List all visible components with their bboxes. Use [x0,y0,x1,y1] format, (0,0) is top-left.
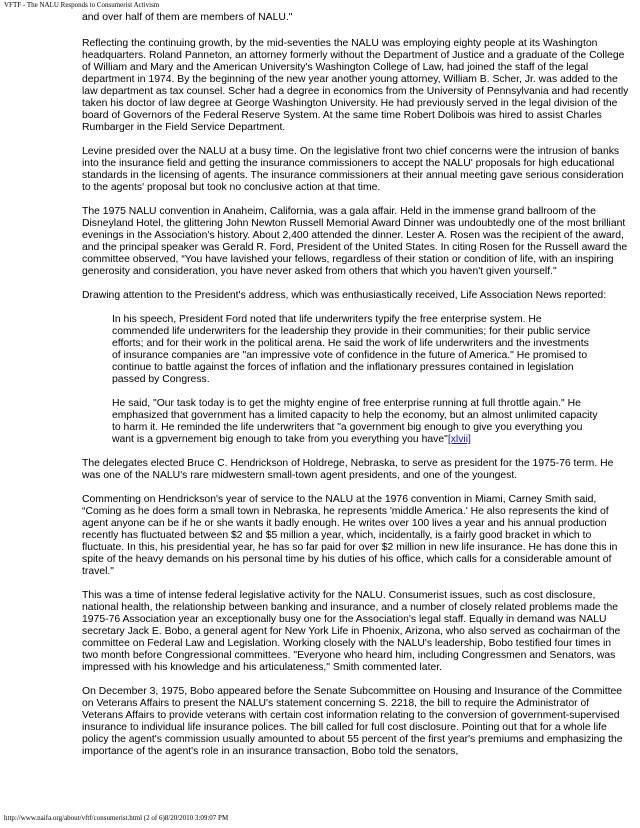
paragraph: Levine presided over the NALU at a busy time. On the legislative front two chief concerns were the intrusion of banks into the insurance field and getting the insurance commissioners to accept the NALU' proposals for high educational standards in the licensing of agents. The insurance commissioners at their annual meeting gave serious consideration to the agents' proposal but took no conclusive action at that time. [82,146,624,193]
paragraph: Commenting on Hendrickson's year of service to the NALU at the 1976 convention in Miami, Carney Smith said, “Coming as he does form a small town in Nebraska, he represents 'middle America.' He also represents the kind of agent anyone can be if he or she wants it badly enough. He writes over 100 lives a year and his annual production recently has fluctuated between $2 and $5 million a year, which, incidentally, is a fairly good bracket in which to fluctuate. In this, his presidential year, he has so far paid for over $2 million in new life insurance. He has done this in spite of the heavy demands on his personal time by his duties of his office, which calls for a considerable amount of travel." [82,494,618,577]
paragraph: Drawing attention to the President's address, which was enthusiastically received, Life Association News reported: [82,290,607,301]
quote-text: He said, "Our task today is to get the mighty engine of free enterprise running at full throttle again." He emphasized that government has a limited capacity to help the economy, but an almost unlimited capacity to harm it. He reminded the life underwriters that "a government big enough to give you everything you want is a gpvernement big enough to take from you everything you have" [112,398,598,445]
paragraph: On December 3, 1975, Bobo appeared before the Senate Subcommittee on Housing and Insurance of the Committee on Veterans Affairs to present the NALU's statement concerning S. 2218, the bill to require the Administrator of Veterans Affairs to provide veterans with certain cost information relating to the conversion of government-supervised insurance to individual life insurance polices. The bill called for full cost disclosure. Pointing out that for a whole life policy the agent's commission usually amounted to about 55 percent of the first year's premiums and emphasizing the importance of the agent's role in an insurance transaction, Bobo told the senators, [82,686,623,757]
page-footer-url: http://www.naifa.org/about/vftf/consumerist.html (2 of 6)8/20/2010 3:09:07 PM [4,814,229,822]
paragraph: The delegates elected Bruce C. Hendrickson of Holdrege, Nebraska, to serve as president for the 1975-76 term. He was one of the NALU's rare midwestern small-town agent presidents, and one of the youngest. [82,458,614,481]
paragraph: and over half of them are members of NALU." [82,12,293,23]
block-quote [112,314,598,446]
paragraph: The 1975 NALU convention in Anaheim, California, was a gala affair. Held in the immense grand ballroom of the Disneyland Hotel, the glittering John Newton Russell Memorial Award Dinner was undoubtedly one of the most brilliant evenings in the Association's history. About 2,400 attended the dinner. Lester A. Rosen was the recipient of the award, and the principal speaker was Gerald R. Ford, President of the United States. In citing Rosen for the Russell award the committee observed, “You have lavished your fellows, regardless of their station or condition of life, with an inspiring generosity and consideration, you have never asked from others that which you haven't given yourself." [82,206,628,277]
article-body [82,12,630,770]
paragraph: This was a time of intense federal legislative activity for the NALU. Consumerist issues, such as cost disclosure, national health, the relationship between banking and insurance, and a number of closely related problems made the 1975-76 Association year an exceptionally busy one for the Association's legal staff. Equally in demand was NALU secretary Jack E. Bobo, a general agent for New York Life in Phoenix, Arizona, who also served as cochairman of the committee on Federal Law and Legislation. Working closely with the NALU's leadership, Bobo testified four times in two month before Congressional committees. "Everyone who heard him, including Congressmen and Senators, was impressed with his knowledge and his articulateness," Smith commented later. [82,590,621,673]
footnote-link[interactable]: [xlvii] [447,434,471,445]
quote-paragraph: In his speech, President Ford noted that life underwriters typify the free enterprise system. He commended life underwriters for the leadership they provide in their communities; for their public service efforts; and for their work in the political arena. He said the work of life underwriters and the investments of insurance companies are "an impressive vote of confidence in the future of America." He promised to continue to battle against the forces of inflation and the inflationary pressures contained in legislation passed by Congress. [112,314,591,385]
paragraph: Reflecting the continuing growth, by the mid-seventies the NALU was employing eighty people at its Washington headquarters. Roland Panneton, an attorney formerly without the Department of Justice and a graduate of the College of William and Mary and the American University's Washington College of Law, had joined the staff of the legal department in 1974. By the beginning of the new year another young attorney, William B. Scher, Jr. was added to the law department as tax counsel. Scher had a degree in economics from the University of Pennsylvania and had recently taken his doctor of law degree at George Washington University. He had previously served in the legal division of the board of Governors of the Federal Reserve System. At the same time Robert Dolibois was hired to assist Charles Rumbarger in the Field Service Department. [82,38,629,133]
quote-paragraph-with-footnote [112,398,598,446]
page-header: VFTF - The NALU Responds to Consumerist Activism [4,1,160,9]
